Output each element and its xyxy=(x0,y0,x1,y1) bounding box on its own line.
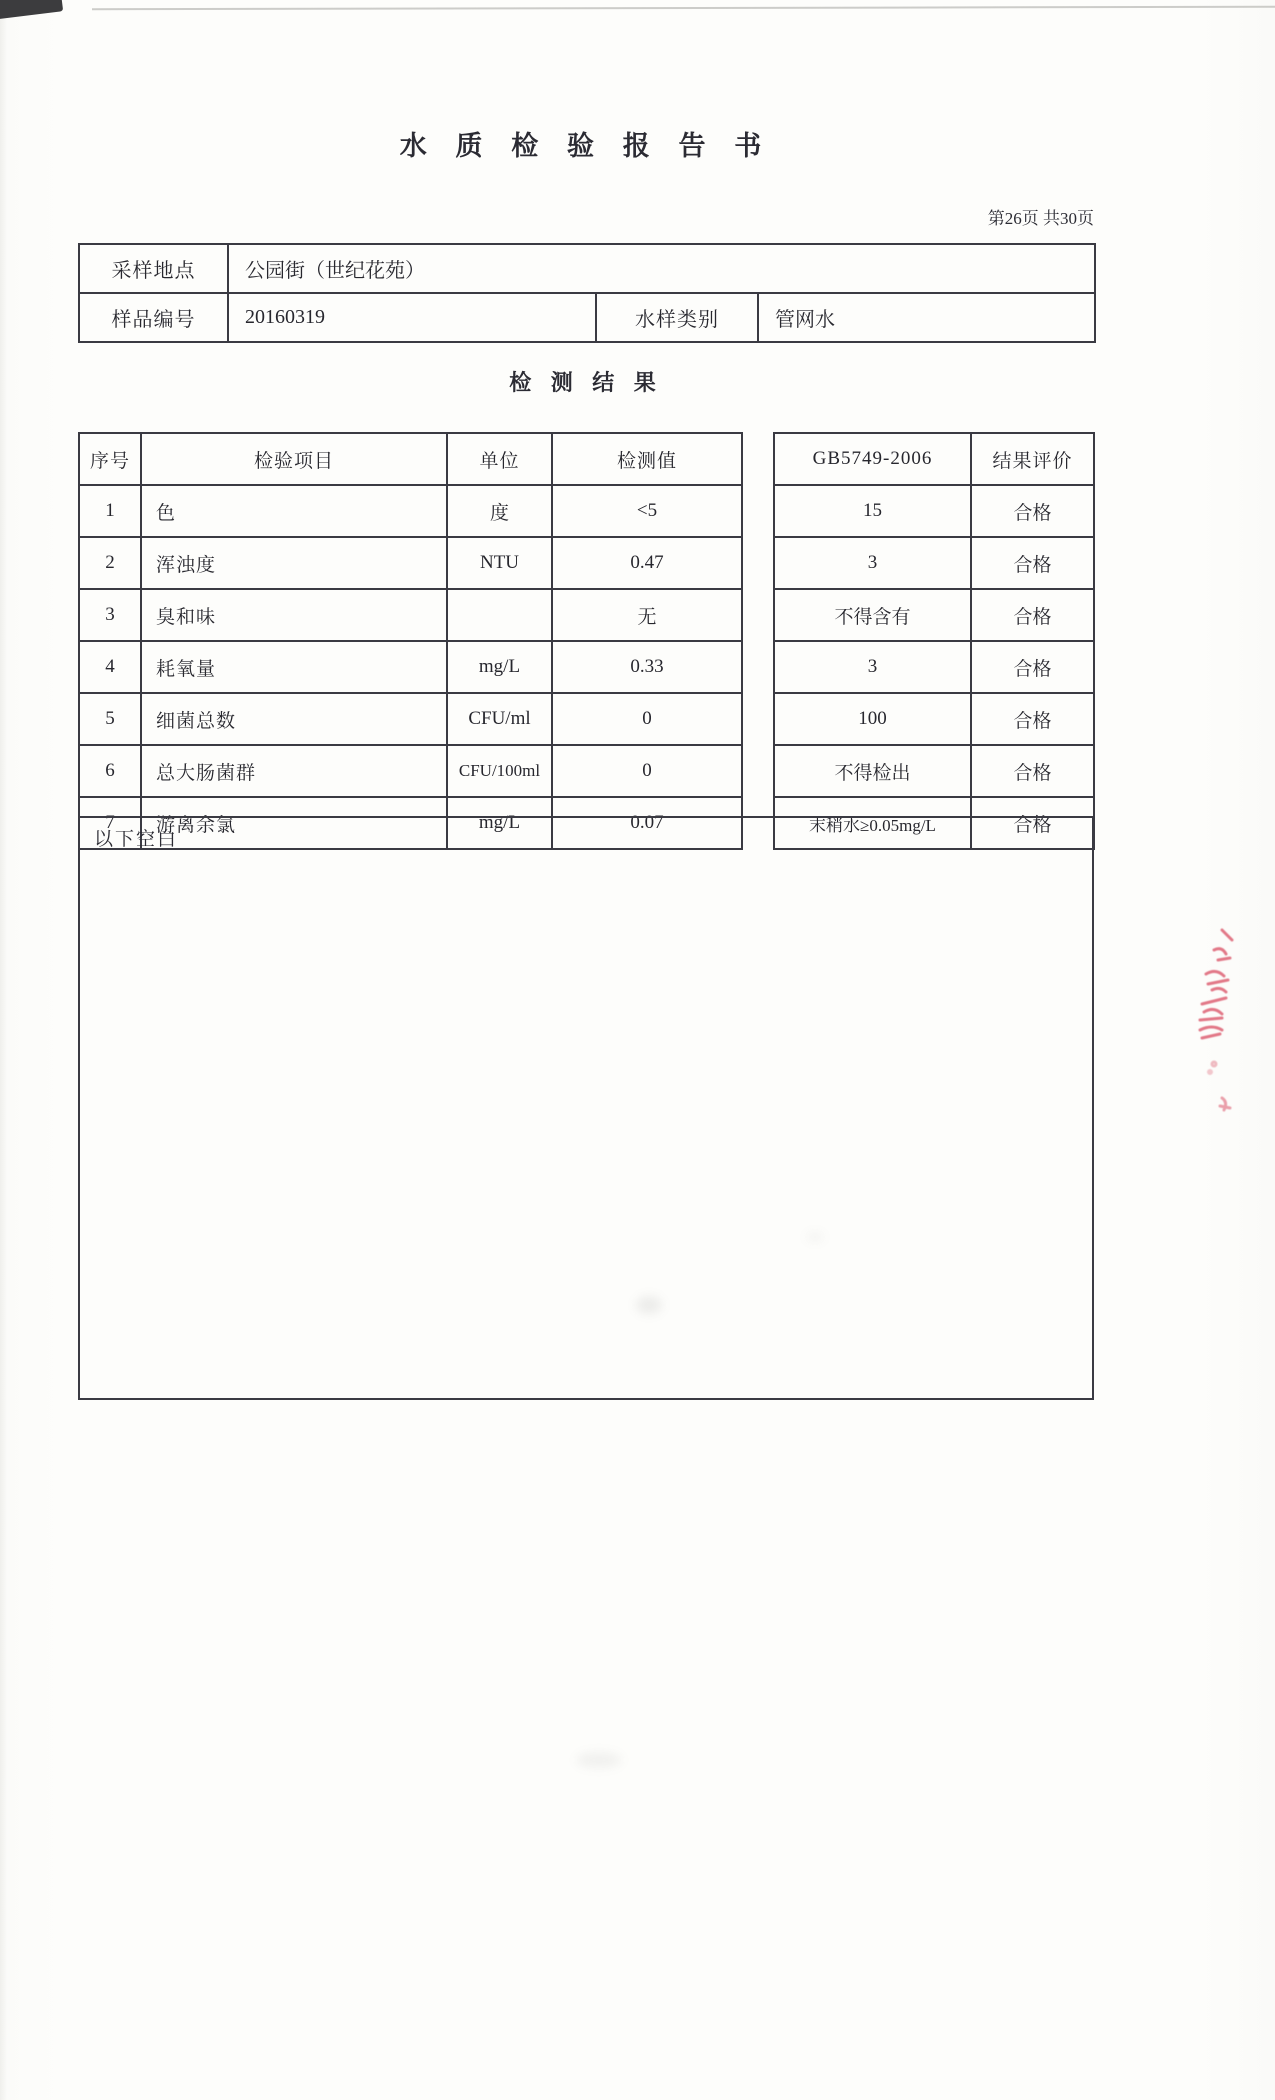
cell-item: 总大肠菌群 xyxy=(141,745,447,797)
table-row xyxy=(79,693,742,745)
table-row xyxy=(774,485,1094,537)
cell-index: 1 xyxy=(79,485,141,537)
table-row xyxy=(79,745,742,797)
cell-unit: mg/L xyxy=(447,641,552,693)
blank-label: 以下空白 xyxy=(94,829,179,850)
cell-standard: 15 xyxy=(774,485,971,537)
sampling-location-value: 公园街（世纪花苑） xyxy=(228,244,1095,293)
cell-value: 无 xyxy=(552,589,742,641)
cell-evaluation: 合格 xyxy=(971,797,1094,849)
table-row xyxy=(774,589,1094,641)
scan-smudge xyxy=(576,1752,622,1768)
cell-item: 浑浊度 xyxy=(141,537,447,589)
cell-index: 5 xyxy=(79,693,141,745)
cell-evaluation: 合格 xyxy=(971,485,1094,537)
header-index: 序号 xyxy=(79,433,141,485)
cell-index: 7 xyxy=(79,797,141,849)
table-row xyxy=(79,293,1095,342)
cell-unit xyxy=(447,589,552,641)
results-table-right xyxy=(773,432,1095,850)
scan-corner-mark xyxy=(0,0,63,21)
table-row xyxy=(79,641,742,693)
header-unit: 单位 xyxy=(447,433,552,485)
table-row xyxy=(79,244,1095,293)
table-row xyxy=(79,537,742,589)
header-value: 检测值 xyxy=(552,433,742,485)
cell-evaluation: 合格 xyxy=(971,537,1094,589)
table-row xyxy=(774,745,1094,797)
header-evaluation: 结果评价 xyxy=(971,433,1094,485)
cell-standard: 不得检出 xyxy=(774,745,971,797)
cell-evaluation: 合格 xyxy=(971,589,1094,641)
sample-number-label: 样品编号 xyxy=(79,293,228,342)
header-item: 检验项目 xyxy=(141,433,447,485)
cell-standard: 100 xyxy=(774,693,971,745)
water-type-value: 管网水 xyxy=(758,293,1095,342)
cell-standard: 3 xyxy=(774,641,971,693)
cell-index: 4 xyxy=(79,641,141,693)
sample-number-value: 20160319 xyxy=(228,293,596,342)
table-header-row xyxy=(774,433,1094,485)
cell-standard: 3 xyxy=(774,537,971,589)
blank-remainder-box xyxy=(78,816,1094,1400)
cell-evaluation: 合格 xyxy=(971,693,1094,745)
table-row xyxy=(774,693,1094,745)
cell-index: 3 xyxy=(79,589,141,641)
cell-unit: 度 xyxy=(447,485,552,537)
report-title: 水 质 检 验 报 告 书 xyxy=(399,131,773,161)
red-stamp-fragment xyxy=(1192,926,1244,1121)
page-indicator: 第26页 共30页 xyxy=(987,209,1094,228)
cell-item: 游离余氯 xyxy=(141,797,447,849)
cell-value: 0.33 xyxy=(552,641,742,693)
header-standard: GB5749-2006 xyxy=(774,433,971,485)
cell-value: <5 xyxy=(552,485,742,537)
cell-value: 0 xyxy=(552,745,742,797)
cell-evaluation: 合格 xyxy=(971,641,1094,693)
cell-unit: CFU/ml xyxy=(447,693,552,745)
cell-value: 0 xyxy=(552,693,742,745)
cell-unit: NTU xyxy=(447,537,552,589)
cell-unit: CFU/100ml xyxy=(447,745,552,797)
scan-edge-line xyxy=(92,6,1275,10)
cell-item: 色 xyxy=(141,485,447,537)
cell-index: 2 xyxy=(79,537,141,589)
table-header-row xyxy=(79,433,742,485)
table-row xyxy=(774,537,1094,589)
cell-standard: 末稍水≥0.05mg/L xyxy=(774,797,971,849)
table-row xyxy=(774,641,1094,693)
water-type-label: 水样类别 xyxy=(596,293,758,342)
cell-unit: mg/L xyxy=(447,797,552,849)
cell-evaluation: 合格 xyxy=(971,745,1094,797)
table-row xyxy=(79,589,742,641)
results-table-left xyxy=(78,432,743,850)
sampling-location-label: 采样地点 xyxy=(79,244,228,293)
cell-standard: 不得含有 xyxy=(774,589,971,641)
cell-item: 细菌总数 xyxy=(141,693,447,745)
sample-info-table xyxy=(78,243,1096,343)
cell-item: 臭和味 xyxy=(141,589,447,641)
cell-value: 0.47 xyxy=(552,537,742,589)
section-heading: 检 测 结 果 xyxy=(509,370,663,395)
cell-item: 耗氧量 xyxy=(141,641,447,693)
cell-value: 0.07 xyxy=(552,797,742,849)
cell-index: 6 xyxy=(79,745,141,797)
table-row xyxy=(79,485,742,537)
